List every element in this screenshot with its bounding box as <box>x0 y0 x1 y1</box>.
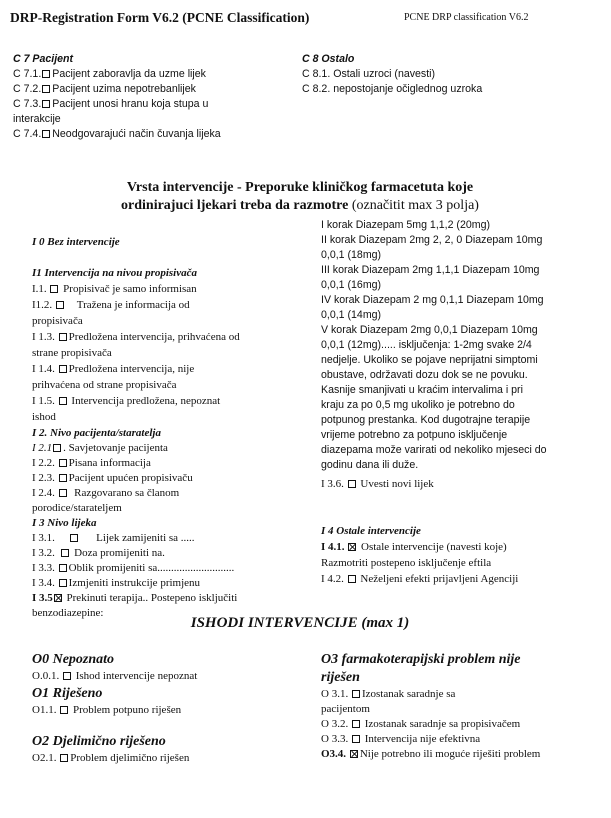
c7-item: C 7.3. Pacijent unosi hranu koja stupa u <box>13 98 209 110</box>
checkbox-icon[interactable] <box>42 85 50 93</box>
outcome-item-cont: pacijentom <box>321 703 370 715</box>
left-column <box>32 236 240 622</box>
o2-heading: O2 Djelimično riješeno <box>32 734 166 749</box>
checkbox-icon[interactable] <box>61 549 69 557</box>
checkbox-icon[interactable] <box>352 720 360 728</box>
c8-item: C 8.2. nepostojanje očiglednog uzroka <box>302 83 483 95</box>
taper-schedule <box>321 218 547 473</box>
taper-line: 0,0,1 (14mg) <box>321 309 382 321</box>
taper-line: 0,0,1 (16mg) <box>321 279 382 291</box>
intervention-item: I 3.4. Izmjeniti instrukcije primjenu <box>32 577 201 589</box>
i4-heading: I 4 Ostale intervencije <box>321 525 421 537</box>
intervention-item: I 1.3. Predložena intervencija, prihvaćena od <box>32 331 240 343</box>
taper-line: godinu dana ili duže. <box>321 459 419 471</box>
i1-heading: I1 Intervencija na nivou propisivača <box>32 267 198 279</box>
c7-item: C 7.2. Pacijent uzima nepotrebanlijek <box>13 83 196 95</box>
taper-line: V korak Diazepam 2mg 0,0,1 Diazepam 10mg <box>321 324 538 336</box>
taper-line: 0,0,1 (12mg)..... isključenja: 1-2mg svake 2/4 <box>321 339 532 351</box>
outcome-item-checked: O3.4. Nije potrebno ili moguće riješiti problem <box>321 748 541 760</box>
checkbox-icon[interactable] <box>42 70 50 78</box>
form-title: DRP-Registration Form V6.2 (PCNE Classification) <box>10 10 310 25</box>
intervention-item-cont: Razmotriti postepeno isključenje eftila <box>321 557 492 569</box>
checkbox-icon[interactable] <box>348 480 356 488</box>
outcome-item: O 3.2. Izostanak saradnje sa propisivačem <box>321 718 521 730</box>
i4-section <box>321 525 518 589</box>
intervention-item-cont: benzodiazepine: <box>32 607 104 619</box>
c7-item: C 7.4. Neodgovarajući način čuvanja lijeka <box>13 128 221 140</box>
checkbox-icon[interactable] <box>60 706 68 714</box>
checked-box-icon[interactable] <box>54 594 62 602</box>
checkbox-icon[interactable] <box>348 575 356 583</box>
taper-line: obustave, održavati dozu dok se ne povuku. <box>321 369 528 381</box>
outcomes-title: ISHODI INTERVENCIJE (max 1) <box>190 615 410 631</box>
outcome-item: O 3.1. Izostanak saradnje sa <box>321 688 456 700</box>
intervention-item: I.1. Propisivač je samo informisan <box>32 283 197 295</box>
c8-item: C 8.1. Ostali uzroci (navesti) <box>302 68 436 80</box>
checkbox-icon[interactable] <box>53 444 61 452</box>
taper-line: Kasnije smanjivati u kraćim intervalima i pri <box>321 384 523 396</box>
o0-heading: O0 Nepoznato <box>32 652 115 667</box>
intervention-item: I 3.1. Lijek zamijeniti sa ..... <box>32 532 195 544</box>
intervention-item: I1.2. Tražena je informacija od <box>32 299 190 311</box>
o1-heading: O1 Riješeno <box>32 686 103 701</box>
intervention-item-checked: I 3.5 Prekinuti terapija.. Postepeno isključiti <box>32 592 238 604</box>
c7-section <box>13 52 221 142</box>
intervention-title-line1: Vrsta intervencije - Preporuke kliničkog farmacetuta koje <box>126 180 474 195</box>
intervention-item: I 2.2. Pisana informacija <box>32 457 151 469</box>
c8-section <box>302 52 482 97</box>
intervention-item: I 2.3. Pacijent upućen propisivaču <box>32 472 193 484</box>
intervention-item: I 4.2. Neželjeni efekti prijavljeni Agenciji <box>321 573 519 585</box>
checkbox-icon[interactable] <box>59 579 67 587</box>
checkbox-icon[interactable] <box>42 130 50 138</box>
outcome-item: O1.1. Problem potpuno riješen <box>32 704 182 716</box>
taper-line: I korak Diazepam 5mg 1,1,2 (20mg) <box>321 219 490 231</box>
taper-line: diazepama može varirati od nekoliko mjeseci do <box>321 444 547 456</box>
intervention-item: I 3.3. Oblik promijeniti sa............................ <box>32 562 235 574</box>
i0-heading: I 0 Bez intervencije <box>32 236 120 248</box>
outcomes-left <box>32 652 197 768</box>
checkbox-icon[interactable] <box>352 735 360 743</box>
checkbox-icon[interactable] <box>59 397 67 405</box>
checkbox-icon[interactable] <box>56 301 64 309</box>
taper-line: II korak Diazepam 2mg 2, 2, 0 Diazepam 10mg <box>321 234 543 246</box>
outcome-item: O.0.1. Ishod intervencije nepoznat <box>32 670 198 682</box>
taper-line: III korak Diazepam 2mg 1,1,1 Diazepam 10mg <box>321 264 540 276</box>
o3-heading: O3 farmakoterapijski problem nije <box>321 652 521 667</box>
intervention-item-cont: porodice/starateljem <box>32 502 122 514</box>
intervention-item: I 2.1 . Savjetovanje pacijenta <box>32 442 168 454</box>
outcome-item: O 3.3. Intervencija nije efektivna <box>321 733 481 745</box>
i2-heading: I 2. Nivo pacijenta/staratelja <box>32 427 161 439</box>
checkbox-icon[interactable] <box>63 672 71 680</box>
checkbox-icon[interactable] <box>70 534 78 542</box>
intervention-title-line2: ordinirajuci ljekari treba da razmotre (označitit max 3 polja) <box>121 198 479 213</box>
checkbox-icon[interactable] <box>59 459 67 467</box>
checked-box-icon[interactable] <box>348 543 356 551</box>
taper-line: 0,0,1 (18mg) <box>321 249 382 261</box>
intervention-item-cont: strane propisivača <box>32 347 112 359</box>
classification-label: PCNE DRP classification V6.2 <box>404 12 529 23</box>
intervention-item: I 2.4. Razgovarano sa članom <box>32 487 180 499</box>
checkbox-icon[interactable] <box>59 333 67 341</box>
intervention-item: I 1.4. Predložena intervencija, nije <box>32 363 195 375</box>
o3-heading-cont: riješen <box>321 670 360 685</box>
checkbox-icon[interactable] <box>352 690 360 698</box>
taper-line: nedjelje. Ukoliko se pojave neprijatni simptomi <box>321 354 538 366</box>
intervention-item-cont: ishod <box>32 411 56 423</box>
i3-6-item: I 3.6. Uvesti novi lijek <box>321 478 434 490</box>
checkbox-icon[interactable] <box>59 564 67 572</box>
intervention-item-checked: I 4.1. Ostale intervencije (navesti koje) <box>321 541 507 553</box>
checkbox-icon[interactable] <box>60 754 68 762</box>
taper-line: IV korak Diazepam 2 mg 0,1,1 Diazepam 10mg <box>321 294 544 306</box>
c7-item: C 7.1. Pacijent zaboravlja da uzme lijek <box>13 68 206 80</box>
taper-line: kraju za po 0,5 mg ukoliko je potrebno do <box>321 399 515 411</box>
checkbox-icon[interactable] <box>59 489 67 497</box>
i3-heading: I 3 Nivo lijeka <box>32 517 97 529</box>
intervention-item-cont: prihvaćena od strane propisivača <box>32 379 177 391</box>
checkbox-icon[interactable] <box>59 365 67 373</box>
intervention-item-cont: propisivača <box>32 315 83 327</box>
intervention-item: I 1.5. Intervencija predložena, nepoznat <box>32 395 221 407</box>
taper-line: potpunog prestanka. Kod dugotrajne terapije <box>321 414 531 426</box>
c8-heading: C 8 Ostalo <box>302 53 355 65</box>
c7-item-cont: interakcije <box>13 113 61 125</box>
checkbox-icon[interactable] <box>59 474 67 482</box>
c7-heading: C 7 Pacijent <box>13 53 74 65</box>
intervention-item: I 3.2. Doza promijeniti na. <box>32 547 165 559</box>
taper-line: vrijeme potrebno za potpuno isključenje <box>321 429 508 441</box>
outcome-item: O2.1. Problem djelimično riješen <box>32 752 190 764</box>
checked-box-icon[interactable] <box>350 750 358 758</box>
checkbox-icon[interactable] <box>42 100 50 108</box>
outcomes-right <box>321 652 540 763</box>
checkbox-icon[interactable] <box>50 285 58 293</box>
